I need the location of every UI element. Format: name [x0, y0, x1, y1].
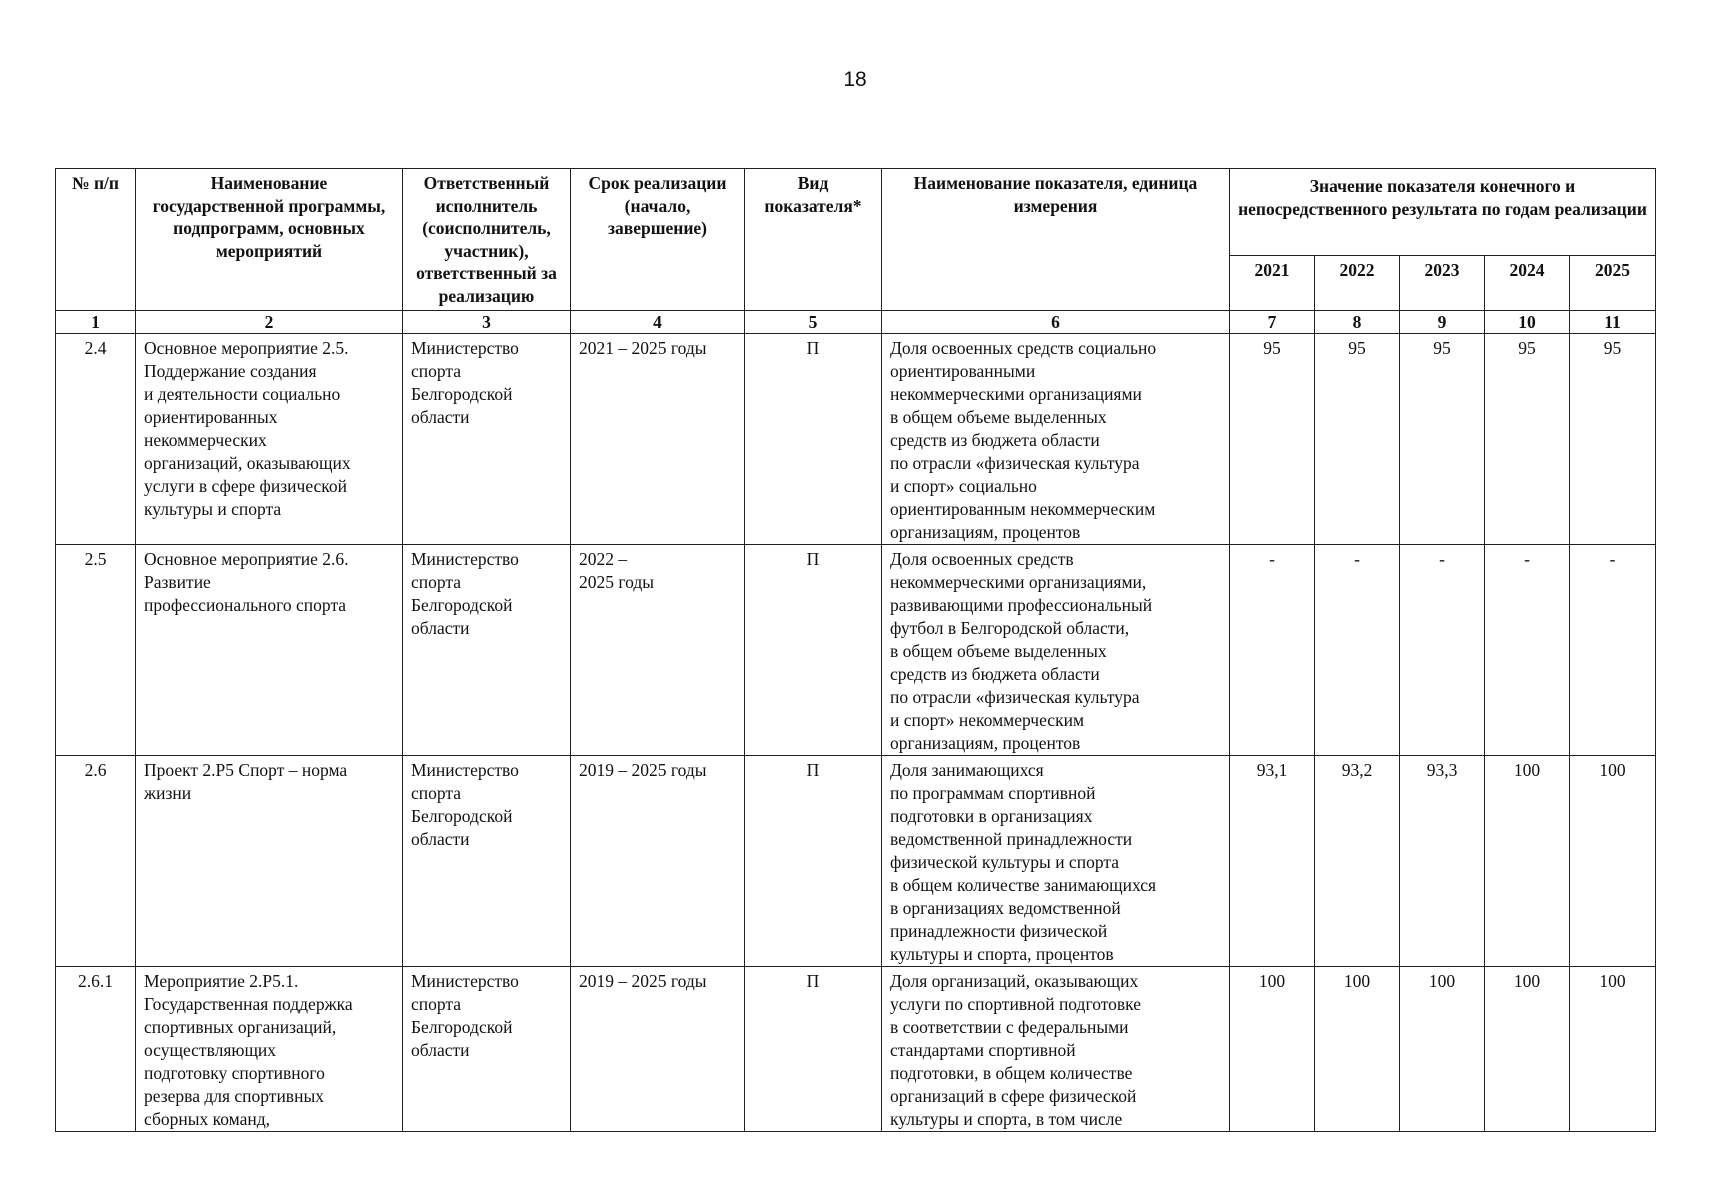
column-number: 9	[1400, 311, 1485, 334]
header-executor: Ответственный исполнитель (соисполнитель, участник), ответственный за реализацию	[403, 169, 571, 311]
row-type: П	[745, 967, 882, 1132]
column-number: 8	[1315, 311, 1400, 334]
indicators-table	[55, 168, 1656, 1132]
row-value-2021: 93,1	[1230, 756, 1315, 967]
row-number: 2.6	[56, 756, 136, 967]
row-period: 2021 – 2025 годы	[571, 334, 745, 545]
header-name: Наименование государственной программы, подпрограмм, основных мероприятий	[136, 169, 403, 311]
header-values-group: Значение показателя конечного и непосредственного результата по годам реализации	[1230, 169, 1656, 256]
row-value-2021: 100	[1230, 967, 1315, 1132]
header-period: Срок реализации (начало, завершение)	[571, 169, 745, 311]
header-num: № п/п	[56, 169, 136, 311]
header-year: 2023	[1400, 256, 1485, 311]
header-year: 2022	[1315, 256, 1400, 311]
header-row	[56, 169, 1656, 256]
header-indicator: Наименование показателя, единица измерения	[882, 169, 1230, 311]
row-period: 2019 – 2025 годы	[571, 756, 745, 967]
row-type: П	[745, 334, 882, 545]
row-value-2023: -	[1400, 545, 1485, 756]
header-year: 2025	[1570, 256, 1656, 311]
row-indicator: Доля организаций, оказывающих услуги по спортивной подготовке в соответствии с федеральными стандартами спортивной подготовки, в общем количестве организаций в сфере физической культуры и спорта, в том числе	[882, 967, 1230, 1132]
row-period: 2022 – 2025 годы	[571, 545, 745, 756]
table-row	[56, 545, 1656, 756]
column-number: 3	[403, 311, 571, 334]
row-number: 2.6.1	[56, 967, 136, 1132]
row-indicator: Доля освоенных средств социально ориентированными некоммерческими организациями в общем объеме выделенных средств из бюджета области по отрасли «физическая культура и спорт» социально ориентированным некоммерческим организациям, процентов	[882, 334, 1230, 545]
row-value-2022: -	[1315, 545, 1400, 756]
row-value-2024: 95	[1485, 334, 1570, 545]
column-number: 2	[136, 311, 403, 334]
row-value-2024: 100	[1485, 756, 1570, 967]
page-number: 18	[843, 68, 867, 91]
column-number: 4	[571, 311, 745, 334]
row-name: Мероприятие 2.Р5.1. Государственная поддержка спортивных организаций, осуществляющих подготовку спортивного резерва для спортивных сборных команд,	[136, 967, 403, 1132]
header-type: Вид показателя*	[745, 169, 882, 311]
row-executor: Министерство спорта Белгородской области	[403, 334, 571, 545]
row-value-2025: -	[1570, 545, 1656, 756]
row-period: 2019 – 2025 годы	[571, 967, 745, 1132]
row-name: Основное мероприятие 2.6. Развитие профессионального спорта	[136, 545, 403, 756]
row-value-2024: 100	[1485, 967, 1570, 1132]
row-value-2025: 95	[1570, 334, 1656, 545]
row-value-2022: 95	[1315, 334, 1400, 545]
row-name: Основное мероприятие 2.5. Поддержание создания и деятельности социально ориентированных некоммерческих организаций, оказывающих услуги в сфере физической культуры и спорта	[136, 334, 403, 545]
table-row	[56, 967, 1656, 1132]
header-year: 2024	[1485, 256, 1570, 311]
row-indicator: Доля занимающихся по программам спортивной подготовки в организациях ведомственной принадлежности физической культуры и спорта в общем количестве занимающихся в организациях ведомственной принадлежности физической культуры и спорта, процентов	[882, 756, 1230, 967]
row-value-2021: 95	[1230, 334, 1315, 545]
row-executor: Министерство спорта Белгородской области	[403, 756, 571, 967]
column-number: 5	[745, 311, 882, 334]
row-type: П	[745, 756, 882, 967]
column-number: 10	[1485, 311, 1570, 334]
row-name: Проект 2.Р5 Спорт – норма жизни	[136, 756, 403, 967]
table-row	[56, 334, 1656, 545]
row-indicator: Доля освоенных средств некоммерческими организациями, развивающими профессиональный футбол в Белгородской области, в общем объеме выделенных средств из бюджета области по отрасли «физическая культура и спорт» некоммерческим организациям, процентов	[882, 545, 1230, 756]
column-number: 7	[1230, 311, 1315, 334]
row-value-2023: 93,3	[1400, 756, 1485, 967]
table-row	[56, 756, 1656, 967]
row-value-2023: 100	[1400, 967, 1485, 1132]
row-value-2025: 100	[1570, 967, 1656, 1132]
column-number-row	[56, 311, 1656, 334]
row-value-2023: 95	[1400, 334, 1485, 545]
column-number: 1	[56, 311, 136, 334]
column-number: 11	[1570, 311, 1656, 334]
row-number: 2.4	[56, 334, 136, 545]
row-executor: Министерство спорта Белгородской области	[403, 545, 571, 756]
header-year: 2021	[1230, 256, 1315, 311]
row-type: П	[745, 545, 882, 756]
row-number: 2.5	[56, 545, 136, 756]
row-value-2024: -	[1485, 545, 1570, 756]
row-value-2022: 93,2	[1315, 756, 1400, 967]
row-value-2025: 100	[1570, 756, 1656, 967]
row-executor: Министерство спорта Белгородской области	[403, 967, 571, 1132]
row-value-2021: -	[1230, 545, 1315, 756]
row-value-2022: 100	[1315, 967, 1400, 1132]
column-number: 6	[882, 311, 1230, 334]
